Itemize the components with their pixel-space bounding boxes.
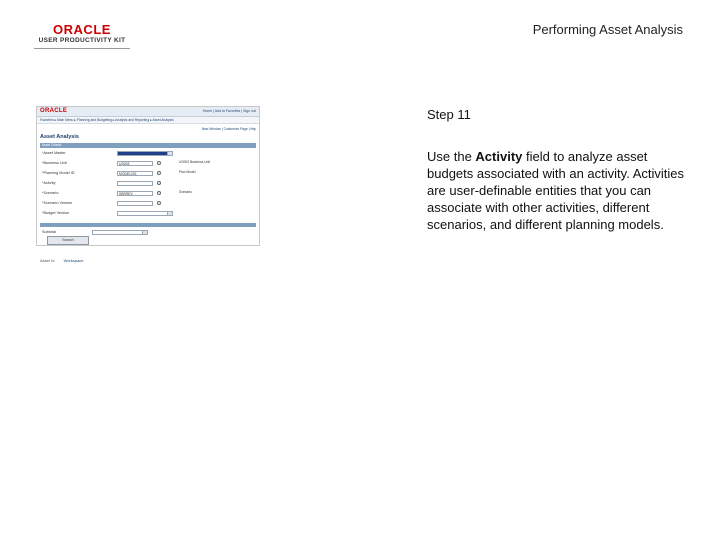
app-footer <box>40 258 84 263</box>
application-screenshot <box>36 106 260 246</box>
asset-master-select[interactable] <box>117 151 173 156</box>
scenario-version-input[interactable] <box>117 201 153 206</box>
description-bold-field: Activity <box>475 149 523 164</box>
oracle-upk-logo <box>34 23 130 49</box>
subtotal-select[interactable] <box>92 230 148 235</box>
field-row-budget-version <box>42 210 256 218</box>
lookup-icon[interactable] <box>157 181 161 185</box>
field-description: Scenario <box>179 190 193 194</box>
app-header-bar <box>37 107 259 117</box>
field-label: *Asset Master <box>42 151 66 155</box>
planning-model-input[interactable]: MODEL001 <box>117 171 153 176</box>
field-row-activity <box>42 180 256 188</box>
field-description: Plan Model <box>179 170 196 174</box>
document-title: Performing Asset Analysis <box>532 22 683 37</box>
lookup-icon[interactable] <box>157 161 161 165</box>
criteria-panel-header <box>40 143 256 148</box>
chevron-down-icon <box>167 212 172 215</box>
logo-wordmark: ORACLE <box>53 22 111 37</box>
description-text-start: Use the <box>427 149 476 164</box>
criteria-panel-title: Asset Criteria <box>42 143 62 147</box>
field-row-planning-model <box>42 170 256 178</box>
field-label: *Planning Model ID <box>42 171 75 175</box>
field-description: US003 Business Unit <box>179 160 211 164</box>
scenario-input[interactable]: SBRREV <box>117 191 153 196</box>
chevron-down-icon <box>167 152 172 155</box>
field-row-business-unit <box>42 160 256 168</box>
logo-divider <box>34 48 130 49</box>
field-label: *Business Unit <box>42 161 67 165</box>
footer-label: Asset Id <box>40 258 55 263</box>
app-logo: ORACLE <box>40 108 68 114</box>
field-label: *Scenario Version <box>42 201 73 205</box>
field-label: Subtotal <box>42 230 56 234</box>
budget-version-select[interactable] <box>117 211 173 216</box>
description-text-end: field to analyze asset budgets associated with an activity. Activities are user-definable entities that you can associate with other activities, different scenarios, and different planning models. <box>427 149 684 232</box>
field-row-scenario-version <box>42 200 256 208</box>
chevron-down-icon <box>142 231 147 234</box>
field-row-asset-master <box>42 150 256 158</box>
field-label: *Scenario <box>42 191 59 195</box>
field-row-scenario <box>42 190 256 198</box>
app-top-links[interactable]: Home | Add to Favorites | Sign out <box>202 109 256 113</box>
lookup-icon[interactable] <box>157 171 161 175</box>
app-breadcrumb[interactable]: Favorites ▸ Main Menu ▸ Planning and Budgeting ▸ Analysis and Reporting ▸ Asset Analysis <box>37 117 259 124</box>
logo-subtitle: USER PRODUCTIVITY KIT <box>38 37 126 44</box>
business-unit-input[interactable]: US003 <box>117 161 153 166</box>
footer-link[interactable]: Workspace <box>63 258 84 263</box>
field-label: *Activity <box>42 181 56 185</box>
activity-input[interactable] <box>117 181 153 186</box>
display-panel-header <box>40 223 256 227</box>
lookup-icon[interactable] <box>157 191 161 195</box>
step-description <box>427 148 685 233</box>
search-button[interactable]: Search <box>47 236 89 245</box>
field-label: *Budget Version <box>42 211 70 215</box>
step-number: Step 11 <box>427 107 471 122</box>
lookup-icon[interactable] <box>157 201 161 205</box>
app-page-actions[interactable]: New Window | Customize Page | http <box>201 127 256 131</box>
app-page-title: Asset Analysis <box>40 134 79 140</box>
